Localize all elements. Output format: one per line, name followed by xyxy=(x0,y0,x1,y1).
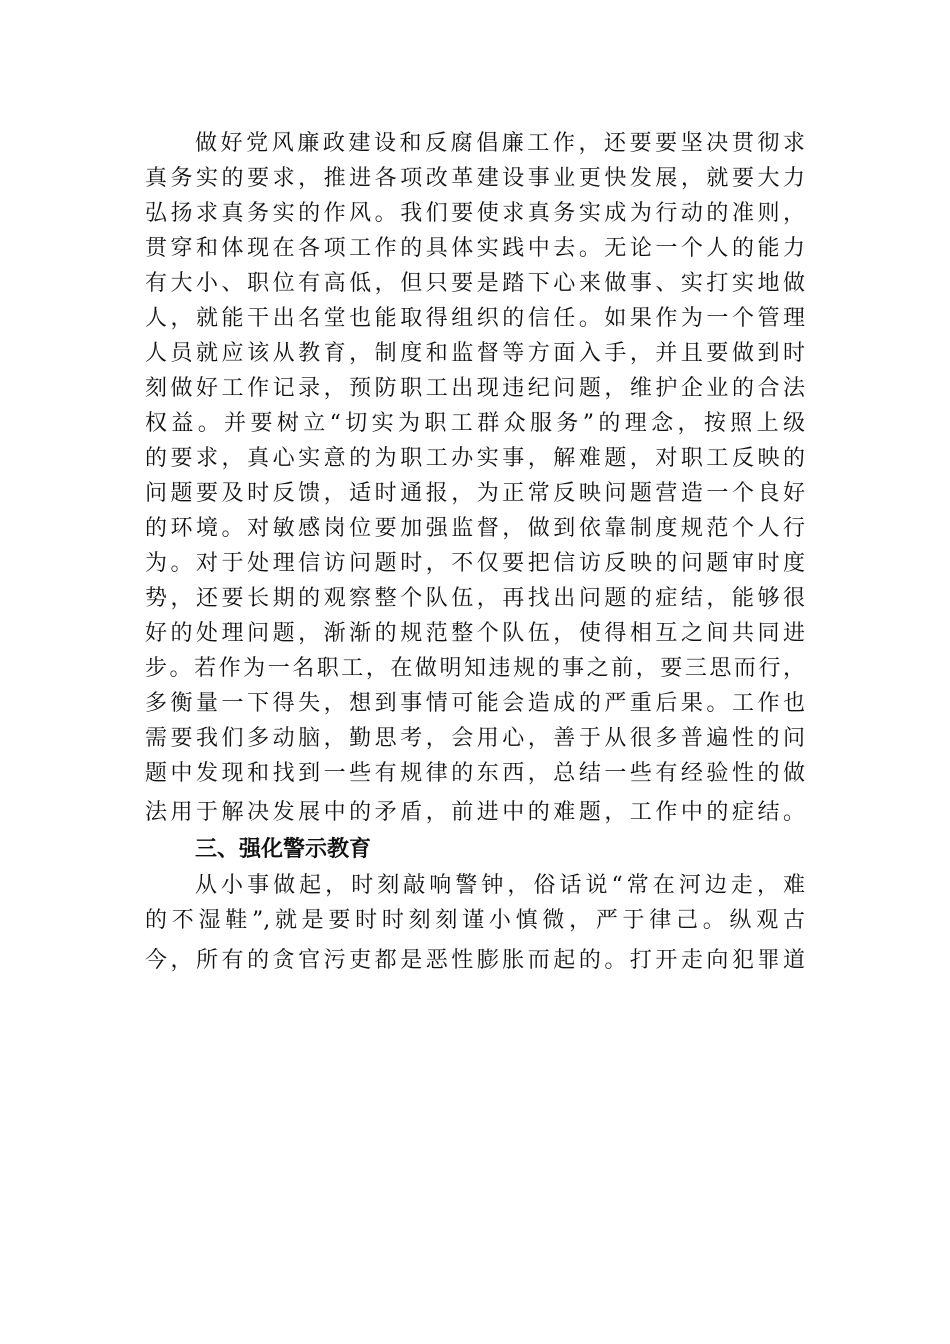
paragraph-line: 从小事做起，时刻敲响警钟，俗话说“常在河边走，难 xyxy=(195,873,805,898)
paragraph-line: 今，所有的贪官污吏都是恶性膨胀而起的。打开走向犯罪道 xyxy=(145,948,805,973)
paragraph-line: 的环境。对敏感岗位要加强监督，做到依靠制度规范个人行 xyxy=(145,516,805,541)
paragraph-line: 人员就应该从教育，制度和监督等方面入手，并且要做到时 xyxy=(145,341,805,366)
paragraph-line: 题中发现和找到一些有规律的东西，总结一些有经验性的做 xyxy=(145,761,805,786)
paragraph-line: 做好党风廉政建设和反腐倡廉工作，还要要坚决贯彻求 xyxy=(195,131,805,156)
paragraph-line: 好的处理问题，渐渐的规范整个队伍，使得相互之间共同进 xyxy=(145,621,805,646)
paragraph-line: 贯穿和体现在各项工作的具体实践中去。无论一个人的能力 xyxy=(145,236,805,261)
paragraph-line: 人，就能干出名堂也能取得组织的信任。如果作为一个管理 xyxy=(145,306,805,331)
paragraph-line: 真务实的要求，推进各项改革建设事业更快发展，就要大力 xyxy=(145,166,805,191)
paragraph-line: 法用于解决发展中的矛盾，前进中的难题，工作中的症结。 xyxy=(145,800,805,825)
paragraph-line: 为。对于处理信访问题时，不仅要把信访反映的问题审时度 xyxy=(145,551,805,576)
paragraph-line: 的不湿鞋”,就是要时时刻刻谨小慎微，严于律己。纵观古 xyxy=(145,908,805,933)
paragraph-line: 弘扬求真务实的作风。我们要使求真务实成为行动的准则， xyxy=(145,201,805,226)
paragraph-line: 权益。并要树立“切实为职工群众服务”的理念，按照上级 xyxy=(145,411,805,436)
paragraph-line: 刻做好工作记录，预防职工出现违纪问题，维护企业的合法 xyxy=(145,376,805,401)
paragraph-line: 有大小、职位有高低，但只要是踏下心来做事、实打实地做 xyxy=(145,271,805,296)
section-heading: 三、强化警示教育 xyxy=(195,837,372,862)
paragraph-line: 问题要及时反馈，适时通报，为正常反映问题营造一个良好 xyxy=(145,481,805,506)
paragraph-line: 需要我们多动脑，勤思考，会用心，善于从很多普遍性的问 xyxy=(145,726,805,751)
paragraph-line: 势，还要长期的观察整个队伍，再找出问题的症结，能够很 xyxy=(145,586,805,611)
paragraph-line: 的要求，真心实意的为职工办实事，解难题，对职工反映的 xyxy=(145,446,805,471)
paragraph-line: 步。若作为一名职工，在做明知违规的事之前，要三思而行， xyxy=(145,656,805,681)
paragraph-line: 多衡量一下得失，想到事情可能会造成的严重后果。工作也 xyxy=(145,691,805,716)
